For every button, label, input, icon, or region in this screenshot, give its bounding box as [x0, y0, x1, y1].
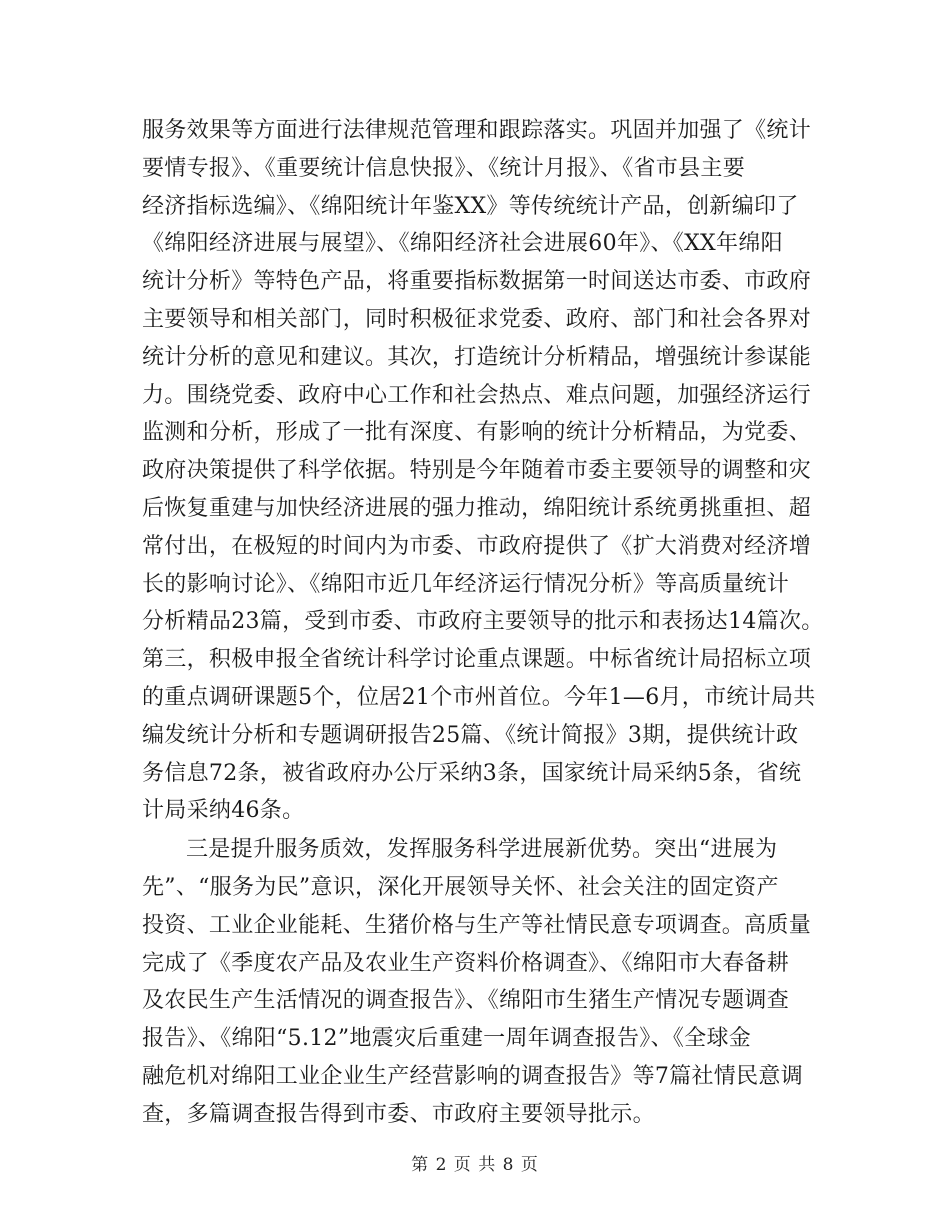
text-line: 查，多篇调查报告得到市委、市政府主要领导批示。: [142, 1101, 655, 1127]
paragraph-1: [142, 112, 842, 830]
text-line: 融危机对绵阳工业企业生产经营影响的调查报告》等7篇社情民意调: [142, 1063, 803, 1089]
text-line: 力。围绕党委、政府中心工作和社会热点、难点问题，加强经济运行: [142, 382, 812, 408]
text-line: 及农民生产生活情况的调查报告》、《绵阳市生猪生产情况专题调查: [142, 988, 790, 1014]
text-line: 编发统计分析和专题调研报告25篇、《统计简报》3期，提供统计政: [142, 722, 799, 748]
text-line: 统计分析》等特色产品，将重要指标数据第一时间送达市委、市政府: [142, 269, 812, 295]
text-line: 后恢复重建与加快经济进展的强力推动，绵阳统计系统勇挑重担、超: [142, 495, 812, 521]
text-line: 投资、工业企业能耗、生猪价格与生产等社情民意专项调查。高质量: [142, 912, 812, 938]
text-line: 分析精品23篇，受到市委、市政府主要领导的批示和表扬达14篇次。: [142, 609, 824, 635]
text-line: 三是提升服务质效，发挥服务科学进展新优势。突出“进展为: [186, 837, 778, 863]
text-line: 的重点调研课题5个，位居21个市州首位。今年1—6月，市统计局共: [142, 684, 816, 710]
text-line: 计局采纳46条。: [142, 798, 305, 824]
paragraph-2: [142, 831, 842, 1133]
text-line: 统计分析的意见和建议。其次，打造统计分析精品，增强统计参谋能: [142, 344, 812, 370]
text-line: 先”、“服务为民”意识，深化开展领导关怀、社会关注的固定资产: [142, 874, 779, 900]
text-line: 服务效果等方面进行法律规范管理和跟踪落实。巩固并加强了《统计: [142, 118, 812, 143]
text-line: 监测和分析，形成了一批有深度、有影响的统计分析精品，为党委、: [142, 420, 812, 446]
text-line: 报告》、《绵阳“5.12”地震灾后重建一周年调查报告》、《全球金: [142, 1026, 752, 1052]
text-line: 《绵阳经济进展与展望》、《绵阳经济社会进展60年》、《XX年绵阳: [142, 231, 783, 257]
text-line: 政府决策提供了科学依据。特别是今年随着市委主要领导的调整和灾: [142, 458, 812, 484]
body-text: [142, 112, 842, 1134]
text-line: 长的影响讨论》、《绵阳市近几年经济运行情况分析》等高质量统计: [142, 571, 790, 597]
text-line: 完成了《季度农产品及农业生产资料价格调查》、《绵阳市大春备耕: [142, 950, 790, 976]
text-line: 主要领导和相关部门，同时积极征求党委、政府、部门和社会各界对: [142, 306, 812, 332]
text-line: 经济指标选编》、《绵阳统计年鉴XX》等传统统计产品，创新编印了: [142, 193, 799, 219]
text-line: 要情专报》、《重要统计信息快报》、《统计月报》、《省市县主要: [142, 155, 746, 181]
text-line: 常付出，在极短的时间内为市委、市政府提供了《扩大消费对经济增: [142, 533, 812, 559]
page-number-footer: 第 2 页 共 8 页: [411, 1155, 539, 1175]
text-line: 第三，积极申报全省统计科学讨论重点课题。中标省统计局招标立项: [142, 647, 812, 673]
text-line: 务信息72条，被省政府办公厅采纳3条，国家统计局采纳5条，省统: [142, 760, 802, 786]
